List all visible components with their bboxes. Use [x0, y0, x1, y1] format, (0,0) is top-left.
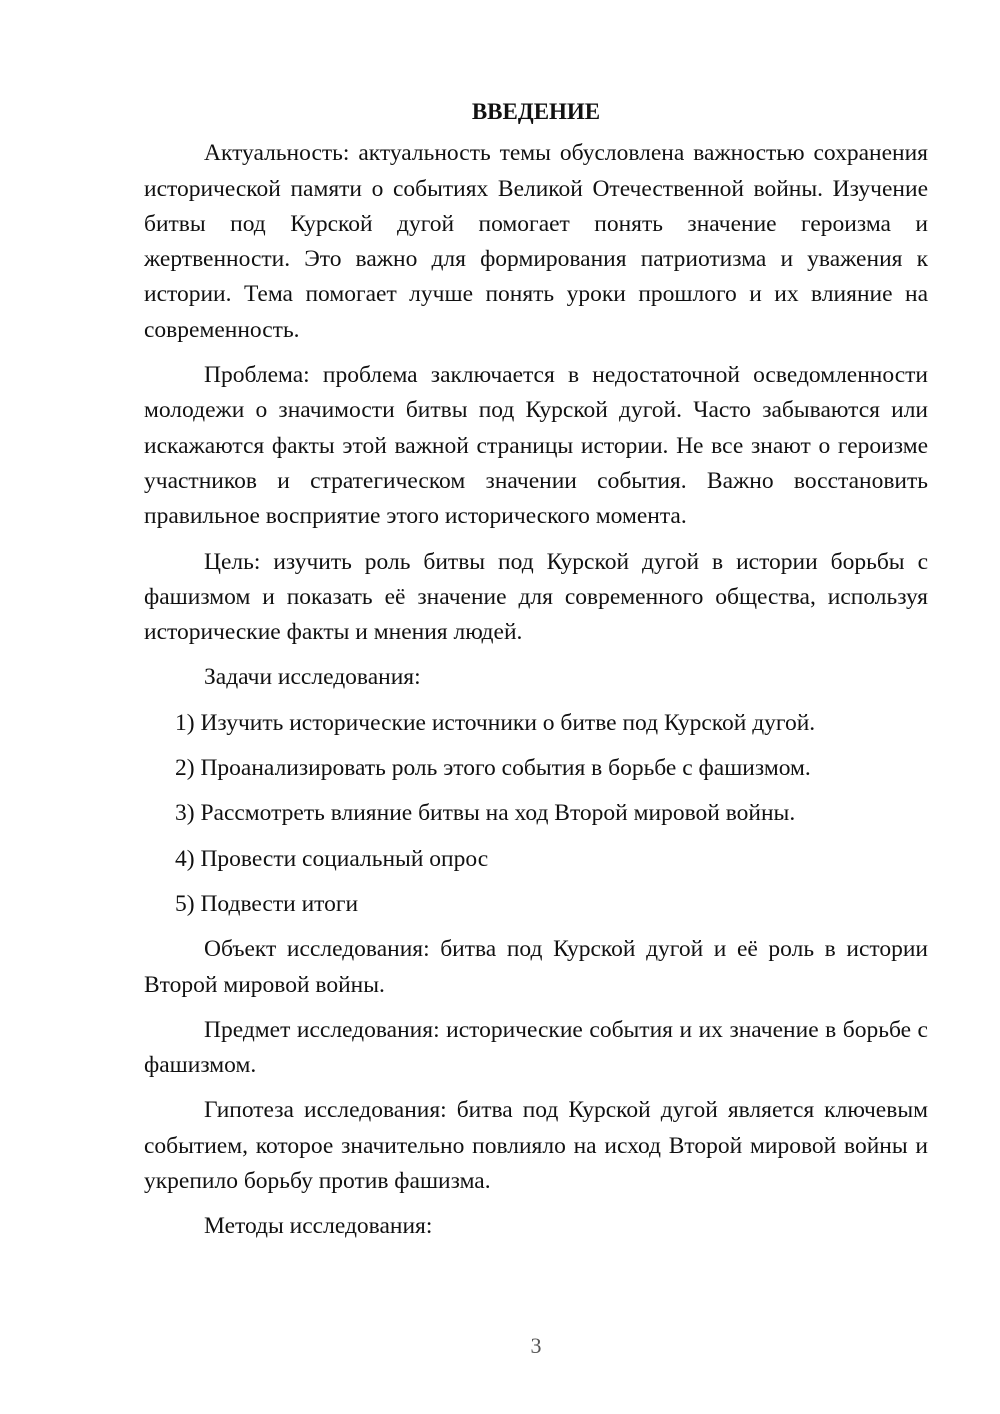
- goal-paragraph: Цель: изучить роль битвы под Курской дугой в истории борьбы с фашизмом и показать её значение для современного общества, используя исторические факты и мнения людей.: [144, 548, 928, 646]
- page-content: [144, 94, 928, 1255]
- section-title: ВВЕДЕНИЕ: [471, 99, 601, 124]
- task-item-2: 2) Проанализировать роль этого события в борьбе с фашизмом.: [175, 755, 811, 782]
- page-number: 3: [530, 1333, 542, 1358]
- methods-heading: Методы исследования:: [204, 1213, 433, 1240]
- task-item-5: 5) Подвести итоги: [175, 890, 359, 917]
- tasks-heading: Задачи исследования:: [204, 664, 421, 691]
- task-item-1: 1) Изучить исторические источники о битве под Курской дугой.: [175, 709, 816, 736]
- relevance-paragraph: Актуальность: актуальность темы обусловлена важностью сохранения исторической памяти о событиях Великой Отечественной войны. Изучение битвы под Курской дугой помогает понять значение героизма и жертвенности. Это важно для формирования патриотизма и уважения к истории. Тема помогает лучше понять уроки прошлого и их влияние на современность.: [144, 140, 928, 343]
- subject-paragraph: Предмет исследования: исторические события и их значение в борьбе с фашизмом.: [144, 1016, 928, 1079]
- hypothesis-paragraph: Гипотеза исследования: битва под Курской дугой является ключевым событием, которое значительно повлияло на исход Второй мировой войны и укрепило борьбу против фашизма.: [144, 1097, 928, 1195]
- task-item-3: 3) Рассмотреть влияние битвы на ход Второй мировой войны.: [175, 800, 796, 827]
- task-item-4: 4) Провести социальный опрос: [175, 845, 489, 872]
- object-paragraph: Объект исследования: битва под Курской дугой и её роль в истории Второй мировой войны.: [144, 936, 928, 998]
- problem-paragraph: Проблема: проблема заключается в недостаточной осведомленности молодежи о значимости битвы под Курской дугой. Часто забываются или искажаются факты этой важной страницы истории. Не все знают о героизме участников и стратегическом значении события. Важно восстановить правильное восприятие этого исторического момента.: [144, 362, 928, 530]
